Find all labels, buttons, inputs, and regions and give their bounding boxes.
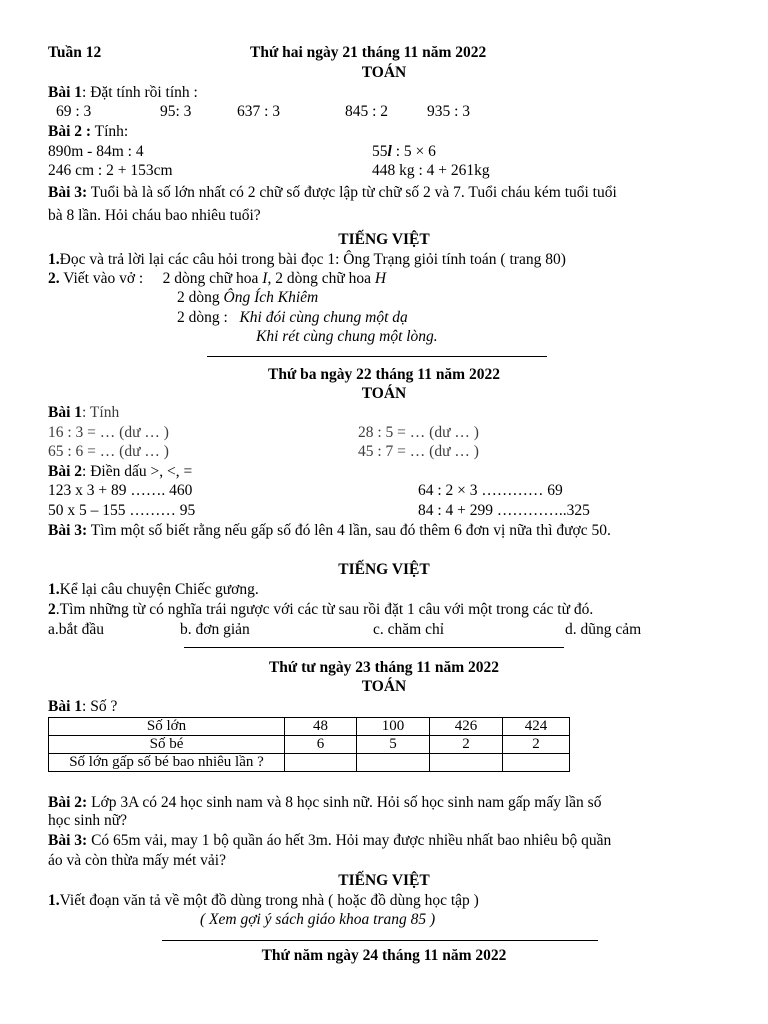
table-cell: 6 <box>285 736 357 754</box>
tuesday-date-title: Thứ ba ngày 22 tháng 11 năm 2022 <box>268 366 500 383</box>
word-option: c. chăm chỉ <box>373 621 445 638</box>
word-option: d. dũng cảm <box>565 621 642 638</box>
monday-bai3-line1 <box>48 184 617 202</box>
ratio-table <box>48 717 570 772</box>
remainder-item: 28 : 5 = … (dư … ) <box>358 424 479 441</box>
wednesday-bai1: Bài 1: Số ? <box>48 698 118 715</box>
wednesday-math-title: TOÁN <box>361 678 407 695</box>
table-cell <box>503 754 570 772</box>
compare-item: 50 x 5 – 155 ……… 95 <box>48 502 196 519</box>
compare-item: 123 x 3 + 89 ……. 460 <box>48 482 193 499</box>
table-cell: Số bé <box>49 736 285 754</box>
wednesday-tv1-hint: ( Xem gợi ý sách giáo khoa trang 85 ) <box>200 911 436 928</box>
section-divider <box>184 647 564 648</box>
monday-tv1: 1.Đọc và trả lời lại các câu hỏi trong bài đọc 1: Ông Trạng giỏi tính toán ( trang 80) <box>48 251 566 268</box>
exercise-text: : Đặt tính rồi tính : <box>82 84 198 101</box>
monday-vietnamese-title: TIẾNG VIỆT <box>338 231 430 248</box>
exercise-label: Bài 3: <box>48 184 88 201</box>
section-divider <box>207 356 547 357</box>
division-item: 95: 3 <box>160 103 192 120</box>
monday-tv2-line4: Khi rét cùng chung một lòng. <box>256 328 438 345</box>
tuesday-vietnamese-title: TIẾNG VIỆT <box>338 561 430 578</box>
tuesday-bai3: Bài 3: Tìm một số biết rằng nếu gấp số đó lên 4 lần, sau đó thêm 6 đơn vị nữa thì được 50. <box>48 522 611 539</box>
word-option: a.bắt đầu <box>48 621 104 638</box>
table-cell: Số lớn <box>49 718 285 736</box>
monday-tv2: 2. Viết vào vở : 2 dòng chữ hoa I, 2 dòng chữ hoa H <box>48 270 387 287</box>
calc-item: 890m - 84m : 4 <box>48 143 144 160</box>
thursday-date-title: Thứ năm ngày 24 tháng 11 năm 2022 <box>261 947 507 964</box>
exercise-label: Bài 1 <box>48 84 83 101</box>
table-cell: 100 <box>357 718 430 736</box>
compare-item: 64 : 2 × 3 ………… 69 <box>418 482 563 499</box>
table-cell: 5 <box>357 736 430 754</box>
compare-item: 84 : 4 + 299 …………..325 <box>418 502 590 519</box>
table-cell <box>357 754 430 772</box>
wednesday-vietnamese-title: TIẾNG VIỆT <box>338 872 430 889</box>
tuesday-bai2: Bài 2: Điền dấu >, <, = <box>48 463 193 480</box>
tuesday-tv1: 1.Kể lại câu chuyện Chiếc gương. <box>48 581 259 598</box>
monday-bai1 <box>48 84 198 102</box>
exercise-label: Bài 2 : <box>48 123 92 140</box>
division-item: 935 : 3 <box>427 103 471 120</box>
table-cell: 424 <box>503 718 570 736</box>
table-row <box>49 736 570 754</box>
exercise-text: Tính: <box>91 123 129 140</box>
remainder-item: 65 : 6 = … (dư … ) <box>48 443 169 460</box>
calc-item: 55l : 5 × 6 <box>372 143 436 160</box>
division-item: 845 : 2 <box>345 103 389 120</box>
section-divider <box>162 940 598 941</box>
table-row <box>49 718 570 736</box>
table-cell: 48 <box>285 718 357 736</box>
wednesday-bai2-line2: học sinh nữ? <box>48 812 127 829</box>
table-cell: 426 <box>430 718 503 736</box>
word-option: b. đơn giản <box>180 621 250 638</box>
monday-bai2 <box>48 123 128 141</box>
tuesday-tv2: 2.Tìm những từ có nghĩa trái ngược với các từ sau rồi đặt 1 câu với một trong các từ đó. <box>48 601 594 618</box>
remainder-item: 16 : 3 = … (dư … ) <box>48 424 169 441</box>
table-cell: 2 <box>503 736 570 754</box>
tuesday-math-title: TOÁN <box>361 385 407 402</box>
monday-math-title: TOÁN <box>361 64 407 81</box>
table-cell: Số lớn gấp số bé bao nhiêu lần ? <box>49 754 285 772</box>
wednesday-bai3-line2: áo và còn thừa mấy mét vải? <box>48 852 226 869</box>
monday-tv2-line2: 2 dòng Ông Ích Khiêm <box>177 289 319 306</box>
wednesday-tv1: 1.Viết đoạn văn tả về một đồ dùng trong nhà ( hoặc đồ dùng học tập ) <box>48 892 479 909</box>
table-cell <box>430 754 503 772</box>
calc-item: 448 kg : 4 + 261kg <box>372 162 490 179</box>
table-row <box>49 754 570 772</box>
week-label: Tuần 12 <box>48 44 102 61</box>
table-cell: 2 <box>430 736 503 754</box>
wednesday-date-title: Thứ tư ngày 23 tháng 11 năm 2022 <box>268 659 500 676</box>
monday-bai3-line2: bà 8 lần. Hỏi cháu bao nhiêu tuổi? <box>48 207 261 224</box>
calc-item: 246 cm : 2 + 153cm <box>48 162 173 179</box>
monday-date-title: Thứ hai ngày 21 tháng 11 năm 2022 <box>250 44 487 61</box>
division-item: 69 : 3 <box>56 103 92 120</box>
monday-tv2-line3: 2 dòng : Khi đói cùng chung một dạ <box>177 309 408 326</box>
table-cell <box>285 754 357 772</box>
wednesday-bai2-line1: Bài 2: Lớp 3A có 24 học sinh nam và 8 học sinh nữ. Hỏi số học sinh nam gấp mấy lần số <box>48 794 602 811</box>
remainder-item: 45 : 7 = … (dư … ) <box>358 443 479 460</box>
tuesday-bai1: Bài 1: Tính <box>48 404 120 421</box>
wednesday-bai3-line1: Bài 3: Có 65m vải, may 1 bộ quần áo hết 3m. Hỏi may được nhiều nhất bao nhiêu bộ quần <box>48 832 612 849</box>
exercise-text: Tuổi bà là số lớn nhất có 2 chữ số được lập từ chữ số 2 và 7. Tuổi cháu kém tuổi tuổi <box>87 184 617 201</box>
division-item: 637 : 3 <box>237 103 281 120</box>
